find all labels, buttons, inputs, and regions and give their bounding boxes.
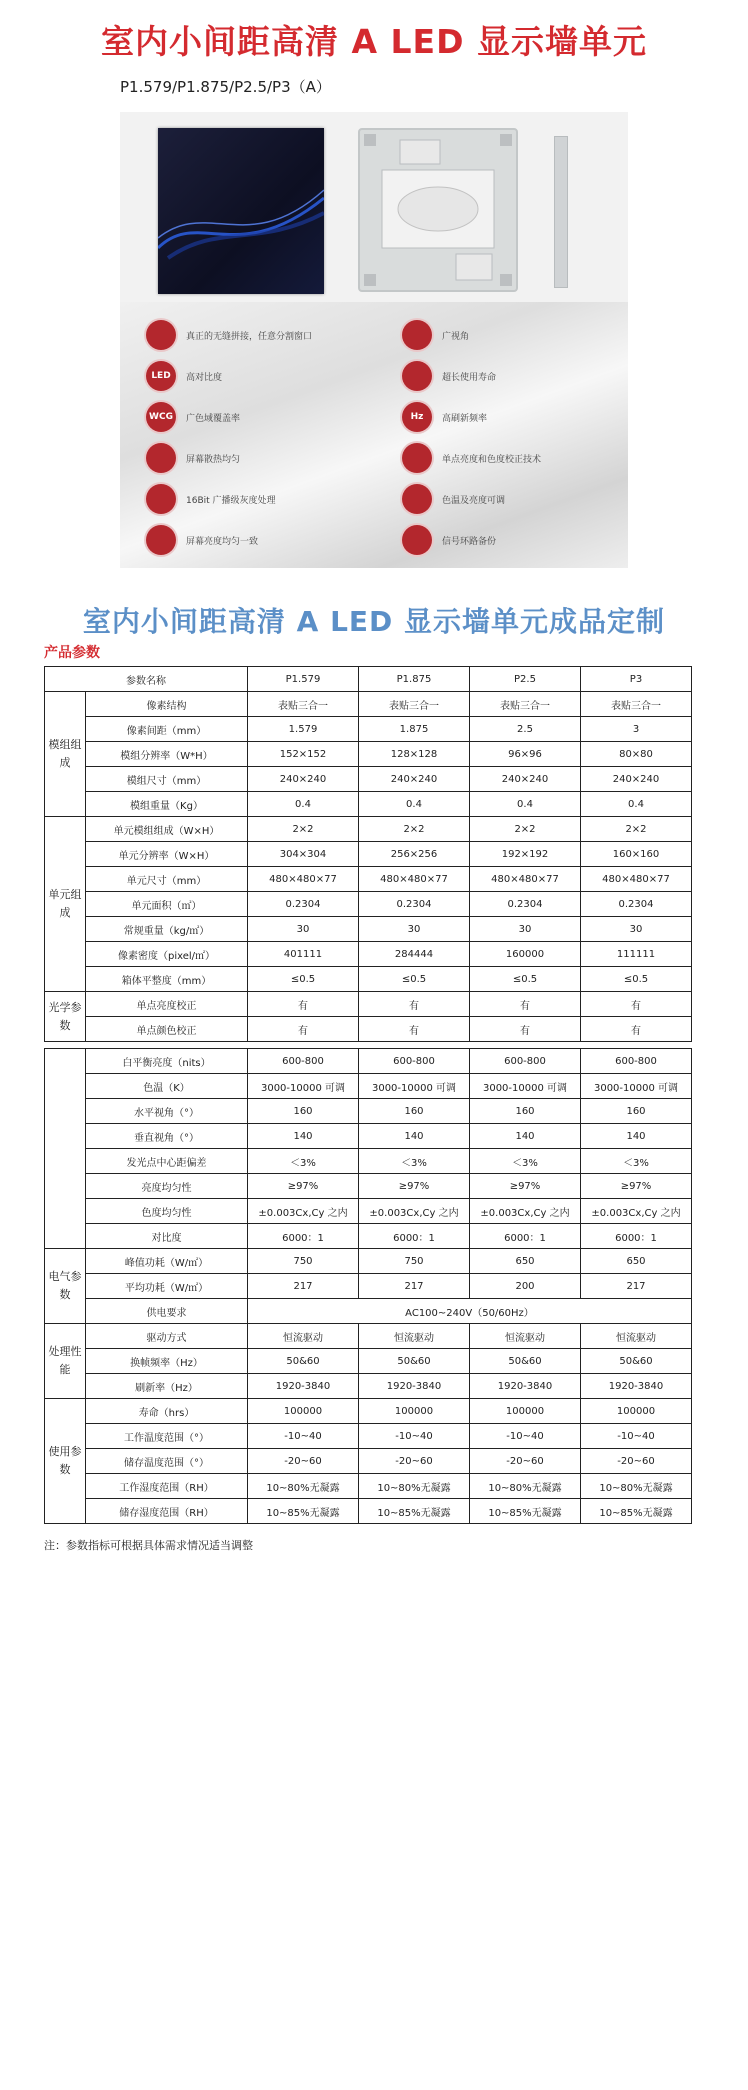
value-cell: 0.4	[248, 792, 359, 817]
feature-item	[146, 359, 222, 393]
group-cell: 电气参数	[45, 1249, 86, 1324]
table-row	[45, 1449, 692, 1474]
header-cell: P1.579	[248, 667, 359, 692]
feature-item	[402, 318, 469, 352]
value-cell: 表贴三合一	[581, 692, 692, 717]
table-row	[45, 1049, 692, 1074]
feature-item	[146, 523, 258, 557]
table-row	[45, 1249, 692, 1274]
group-cell: 单元组成	[45, 817, 86, 992]
value-cell: 2×2	[470, 817, 581, 842]
param-label-cell: 单元尺寸（mm）	[86, 867, 248, 892]
value-cell: ＜3%	[248, 1149, 359, 1174]
table-row	[45, 1349, 692, 1374]
table-row	[45, 967, 692, 992]
feature-item	[402, 359, 496, 393]
value-cell: 0.4	[359, 792, 470, 817]
param-label-cell: 单元分辨率（W×H）	[86, 842, 248, 867]
table-row	[45, 1224, 692, 1249]
panel-back-graphic	[360, 130, 516, 290]
value-cell: 152×152	[248, 742, 359, 767]
param-label-cell: 白平衡亮度（nits）	[86, 1049, 248, 1074]
feature-label: 屏幕亮度均匀一致	[186, 536, 259, 547]
value-cell: -10~40	[581, 1424, 692, 1449]
param-label-cell: 箱体平整度（mm）	[86, 967, 248, 992]
value-cell: ±0.003Cx,Cy 之内	[248, 1199, 359, 1224]
value-cell: 50&60	[581, 1349, 692, 1374]
value-cell: -20~60	[581, 1449, 692, 1474]
value-cell: 140	[470, 1124, 581, 1149]
table-row	[45, 1017, 692, 1042]
value-cell: 0.4	[581, 792, 692, 817]
model-list: P1.579/P1.875/P2.5/P3（A）	[120, 78, 331, 96]
value-cell: 10~80%无凝露	[248, 1474, 359, 1499]
value-cell: 恒流驱动	[581, 1324, 692, 1349]
param-label-cell: 储存湿度范围（RH）	[86, 1499, 248, 1524]
value-cell: 有	[470, 992, 581, 1017]
custom-title: 室内小间距高清 A LED 显示墙单元成品定制	[82, 605, 666, 638]
param-label-cell: 模组尺寸（mm）	[86, 767, 248, 792]
param-label-cell: 平均功耗（W/㎡）	[86, 1274, 248, 1299]
value-cell: 0.2304	[359, 892, 470, 917]
value-cell: -20~60	[359, 1449, 470, 1474]
value-cell: ≤0.5	[248, 967, 359, 992]
loop-backup-icon	[402, 525, 432, 555]
param-label-cell: 模组分辨率（W*H）	[86, 742, 248, 767]
value-cell: ≥97%	[581, 1174, 692, 1199]
feature-label: 高刷新频率	[442, 413, 488, 424]
value-cell: 6000：1	[248, 1224, 359, 1249]
value-cell: 240×240	[359, 767, 470, 792]
value-cell: -10~40	[248, 1424, 359, 1449]
value-cell: 480×480×77	[581, 867, 692, 892]
table-row	[45, 1174, 692, 1199]
feature-label: 色温及亮度可调	[442, 495, 506, 506]
param-label-cell: 像素结构	[86, 692, 248, 717]
feature-item	[402, 482, 505, 516]
feature-label: 真正的无缝拼接，任意分割窗口	[186, 331, 313, 342]
table-row	[45, 842, 692, 867]
value-cell: 有	[248, 992, 359, 1017]
heat-dissipation-icon	[146, 443, 176, 473]
table-row	[45, 1474, 692, 1499]
feature-label: 广色域覆盖率	[186, 413, 241, 424]
table-row	[45, 1199, 692, 1224]
value-cell: 6000：1	[470, 1224, 581, 1249]
value-cell: 50&60	[248, 1349, 359, 1374]
value-cell: 1920-3840	[581, 1374, 692, 1399]
value-cell: 有	[248, 1017, 359, 1042]
table-row	[45, 742, 692, 767]
table-row	[45, 867, 692, 892]
group-cell: 光学参数	[45, 992, 86, 1042]
value-cell: 0.2304	[248, 892, 359, 917]
value-cell: 30	[581, 917, 692, 942]
brightness-icon	[402, 484, 432, 514]
param-label-cell: 发光点中心距偏差	[86, 1149, 248, 1174]
table-row	[45, 692, 692, 717]
value-cell: 100000	[359, 1399, 470, 1424]
table-row	[45, 1499, 692, 1524]
value-cell: ±0.003Cx,Cy 之内	[359, 1199, 470, 1224]
param-label-cell: 对比度	[86, 1224, 248, 1249]
value-cell: 160×160	[581, 842, 692, 867]
value-cell: 600-800	[359, 1049, 470, 1074]
value-cell: ±0.003Cx,Cy 之内	[581, 1199, 692, 1224]
table-row	[45, 892, 692, 917]
param-label-cell: 像素密度（pixel/㎡）	[86, 942, 248, 967]
param-label-cell: 储存温度范围（°）	[86, 1449, 248, 1474]
feature-label: 广视角	[442, 331, 470, 342]
value-cell: ≥97%	[470, 1174, 581, 1199]
value-cell: 3000-10000 可调	[470, 1074, 581, 1099]
table-row	[45, 717, 692, 742]
value-cell: 10~85%无凝露	[248, 1499, 359, 1524]
value-cell: 6000：1	[581, 1224, 692, 1249]
led-icon: LED	[146, 361, 176, 391]
value-cell: 3000-10000 可调	[581, 1074, 692, 1099]
value-cell: 10~85%无凝露	[359, 1499, 470, 1524]
feature-item	[146, 400, 240, 434]
value-cell: 50&60	[359, 1349, 470, 1374]
wcg-icon: WCG	[146, 402, 176, 432]
value-cell: 有	[581, 1017, 692, 1042]
value-cell: 30	[470, 917, 581, 942]
value-cell: 3000-10000 可调	[359, 1074, 470, 1099]
value-cell: 恒流驱动	[359, 1324, 470, 1349]
value-cell: 600-800	[470, 1049, 581, 1074]
value-cell: 表贴三合一	[248, 692, 359, 717]
value-cell: ≤0.5	[470, 967, 581, 992]
value-cell: 10~80%无凝露	[470, 1474, 581, 1499]
value-cell: -10~40	[470, 1424, 581, 1449]
param-label-cell: 单元面积（㎡）	[86, 892, 248, 917]
value-cell: 表贴三合一	[470, 692, 581, 717]
value-cell: 650	[470, 1249, 581, 1274]
value-cell: ≤0.5	[581, 967, 692, 992]
value-cell: 480×480×77	[359, 867, 470, 892]
param-label-cell: 驱动方式	[86, 1324, 248, 1349]
table-row	[45, 767, 692, 792]
value-cell: ≥97%	[359, 1174, 470, 1199]
value-cell: -10~40	[359, 1424, 470, 1449]
table-row	[45, 1124, 692, 1149]
blue-wave-graphic	[158, 128, 324, 294]
value-cell: 有	[359, 992, 470, 1017]
calibration-icon	[402, 443, 432, 473]
uniformity-icon	[146, 525, 176, 555]
value-cell: ≤0.5	[359, 967, 470, 992]
value-cell: 2×2	[359, 817, 470, 842]
value-cell: -20~60	[470, 1449, 581, 1474]
value-cell: 217	[248, 1274, 359, 1299]
value-cell: 140	[248, 1124, 359, 1149]
value-cell: 10~80%无凝露	[581, 1474, 692, 1499]
table-row	[45, 1299, 692, 1324]
feature-label: 16Bit 广播级灰度处理	[186, 495, 276, 506]
param-label-cell: 色度均匀性	[86, 1199, 248, 1224]
led-panel-front-image	[158, 128, 324, 294]
param-label-cell: 单元模组组成（W×H）	[86, 817, 248, 842]
value-cell: 6000：1	[359, 1224, 470, 1249]
value-cell: 有	[470, 1017, 581, 1042]
long-life-icon	[402, 361, 432, 391]
value-cell: 160000	[470, 942, 581, 967]
header-cell: P3	[581, 667, 692, 692]
table-row	[45, 1324, 692, 1349]
value-cell: 401111	[248, 942, 359, 967]
value-cell: 480×480×77	[248, 867, 359, 892]
group-cell: 处理性能	[45, 1324, 86, 1399]
param-label-cell: 寿命（hrs）	[86, 1399, 248, 1424]
value-cell: 恒流驱动	[470, 1324, 581, 1349]
value-cell: 2.5	[470, 717, 581, 742]
param-label-cell: 水平视角（°）	[86, 1099, 248, 1124]
value-cell: 30	[248, 917, 359, 942]
value-cell: 0.2304	[581, 892, 692, 917]
value-cell: 0.2304	[470, 892, 581, 917]
value-cell: 750	[248, 1249, 359, 1274]
value-cell: 140	[581, 1124, 692, 1149]
value-cell: 128×128	[359, 742, 470, 767]
value-cell: 3000-10000 可调	[248, 1074, 359, 1099]
value-cell: 0.4	[470, 792, 581, 817]
spec-table-2	[44, 1048, 692, 1524]
value-cell: 10~85%无凝露	[581, 1499, 692, 1524]
value-cell: 有	[359, 1017, 470, 1042]
value-cell: 111111	[581, 942, 692, 967]
table-row	[45, 1424, 692, 1449]
value-cell: 表贴三合一	[359, 692, 470, 717]
value-cell: 100000	[470, 1399, 581, 1424]
feature-label: 单点亮度和色度校正技术	[442, 454, 542, 465]
value-cell: ≥97%	[248, 1174, 359, 1199]
value-cell: ＜3%	[581, 1149, 692, 1174]
value-cell: 2×2	[581, 817, 692, 842]
value-cell: 750	[359, 1249, 470, 1274]
hz-icon: Hz	[402, 402, 432, 432]
header-cell: P1.875	[359, 667, 470, 692]
table-row	[45, 942, 692, 967]
value-cell: 160	[359, 1099, 470, 1124]
value-cell: 600-800	[248, 1049, 359, 1074]
table-row	[45, 817, 692, 842]
value-cell: 有	[581, 992, 692, 1017]
value-cell: 1920-3840	[470, 1374, 581, 1399]
param-label-cell: 单点颜色校正	[86, 1017, 248, 1042]
value-cell: 600-800	[581, 1049, 692, 1074]
value-cell: 650	[581, 1249, 692, 1274]
feature-label: 高对比度	[186, 372, 223, 383]
group-cell: 使用参数	[45, 1399, 86, 1524]
table-row	[45, 992, 692, 1017]
feature-label: 信号环路备份	[442, 536, 497, 547]
value-cell: 240×240	[470, 767, 581, 792]
value-cell: 1920-3840	[248, 1374, 359, 1399]
header-cell: P2.5	[470, 667, 581, 692]
param-label-cell: 像素间距（mm）	[86, 717, 248, 742]
table-row	[45, 917, 692, 942]
wide-angle-icon	[402, 320, 432, 350]
param-label-cell: 垂直视角（°）	[86, 1124, 248, 1149]
merged-value-cell: AC100~240V（50/60Hz）	[248, 1299, 692, 1324]
feature-item	[146, 318, 312, 352]
value-cell: 192×192	[470, 842, 581, 867]
page-title: 室内小间距高清 A LED 显示墙单元	[101, 22, 647, 61]
value-cell: 240×240	[248, 767, 359, 792]
header-cell: 参数名称	[45, 667, 248, 692]
value-cell: 1920-3840	[359, 1374, 470, 1399]
value-cell: 恒流驱动	[248, 1324, 359, 1349]
value-cell: 50&60	[470, 1349, 581, 1374]
value-cell: 140	[359, 1124, 470, 1149]
feature-item	[146, 482, 276, 516]
section-heading: 产品参数	[44, 645, 100, 661]
table-row	[45, 1374, 692, 1399]
param-label-cell: 工作温度范围（°）	[86, 1424, 248, 1449]
value-cell: 160	[470, 1099, 581, 1124]
value-cell: 160	[248, 1099, 359, 1124]
value-cell: 284444	[359, 942, 470, 967]
feature-item	[402, 400, 487, 434]
value-cell: 1.875	[359, 717, 470, 742]
param-label-cell: 刷新率（Hz）	[86, 1374, 248, 1399]
value-cell: ±0.003Cx,Cy 之内	[470, 1199, 581, 1224]
value-cell: 100000	[248, 1399, 359, 1424]
value-cell: 10~85%无凝露	[470, 1499, 581, 1524]
led-panel-back-image	[358, 128, 518, 292]
feature-label: 屏幕散热均匀	[186, 454, 241, 465]
value-cell: 217	[581, 1274, 692, 1299]
feature-item	[146, 441, 240, 475]
value-cell: 80×80	[581, 742, 692, 767]
grayscale-icon	[146, 484, 176, 514]
value-cell: ＜3%	[359, 1149, 470, 1174]
spec-table-1	[44, 666, 692, 1042]
feature-label: 超长使用寿命	[442, 372, 497, 383]
value-cell: 3	[581, 717, 692, 742]
seamless-grid-icon	[146, 320, 176, 350]
param-label-cell: 色温（K）	[86, 1074, 248, 1099]
value-cell: 2×2	[248, 817, 359, 842]
led-panel-side-image	[554, 136, 568, 288]
param-label-cell: 单点亮度校正	[86, 992, 248, 1017]
value-cell: 217	[359, 1274, 470, 1299]
param-label-cell: 亮度均匀性	[86, 1174, 248, 1199]
value-cell: ＜3%	[470, 1149, 581, 1174]
value-cell: -20~60	[248, 1449, 359, 1474]
value-cell: 304×304	[248, 842, 359, 867]
value-cell: 256×256	[359, 842, 470, 867]
param-label-cell: 模组重量（Kg）	[86, 792, 248, 817]
feature-item	[402, 441, 541, 475]
param-label-cell: 常规重量（kg/㎡）	[86, 917, 248, 942]
table-header-row	[45, 667, 692, 692]
footnote: 注：参数指标可根据具体需求情况适当调整	[44, 1539, 253, 1552]
value-cell: 10~80%无凝露	[359, 1474, 470, 1499]
value-cell: 100000	[581, 1399, 692, 1424]
product-showcase	[120, 112, 628, 568]
value-cell: 480×480×77	[470, 867, 581, 892]
table-row	[45, 1149, 692, 1174]
value-cell: 200	[470, 1274, 581, 1299]
param-label-cell: 供电要求	[86, 1299, 248, 1324]
value-cell: 160	[581, 1099, 692, 1124]
param-label-cell: 工作湿度范围（RH）	[86, 1474, 248, 1499]
group-cell	[45, 1049, 86, 1249]
table-row	[45, 1074, 692, 1099]
table-row	[45, 1099, 692, 1124]
feature-item	[402, 523, 496, 557]
table-row	[45, 1399, 692, 1424]
table-row	[45, 792, 692, 817]
param-label-cell: 换帧频率（Hz）	[86, 1349, 248, 1374]
value-cell: 30	[359, 917, 470, 942]
value-cell: 240×240	[581, 767, 692, 792]
value-cell: 1.579	[248, 717, 359, 742]
group-cell: 模组组成	[45, 692, 86, 817]
param-label-cell: 峰值功耗（W/㎡）	[86, 1249, 248, 1274]
table-row	[45, 1274, 692, 1299]
value-cell: 96×96	[470, 742, 581, 767]
